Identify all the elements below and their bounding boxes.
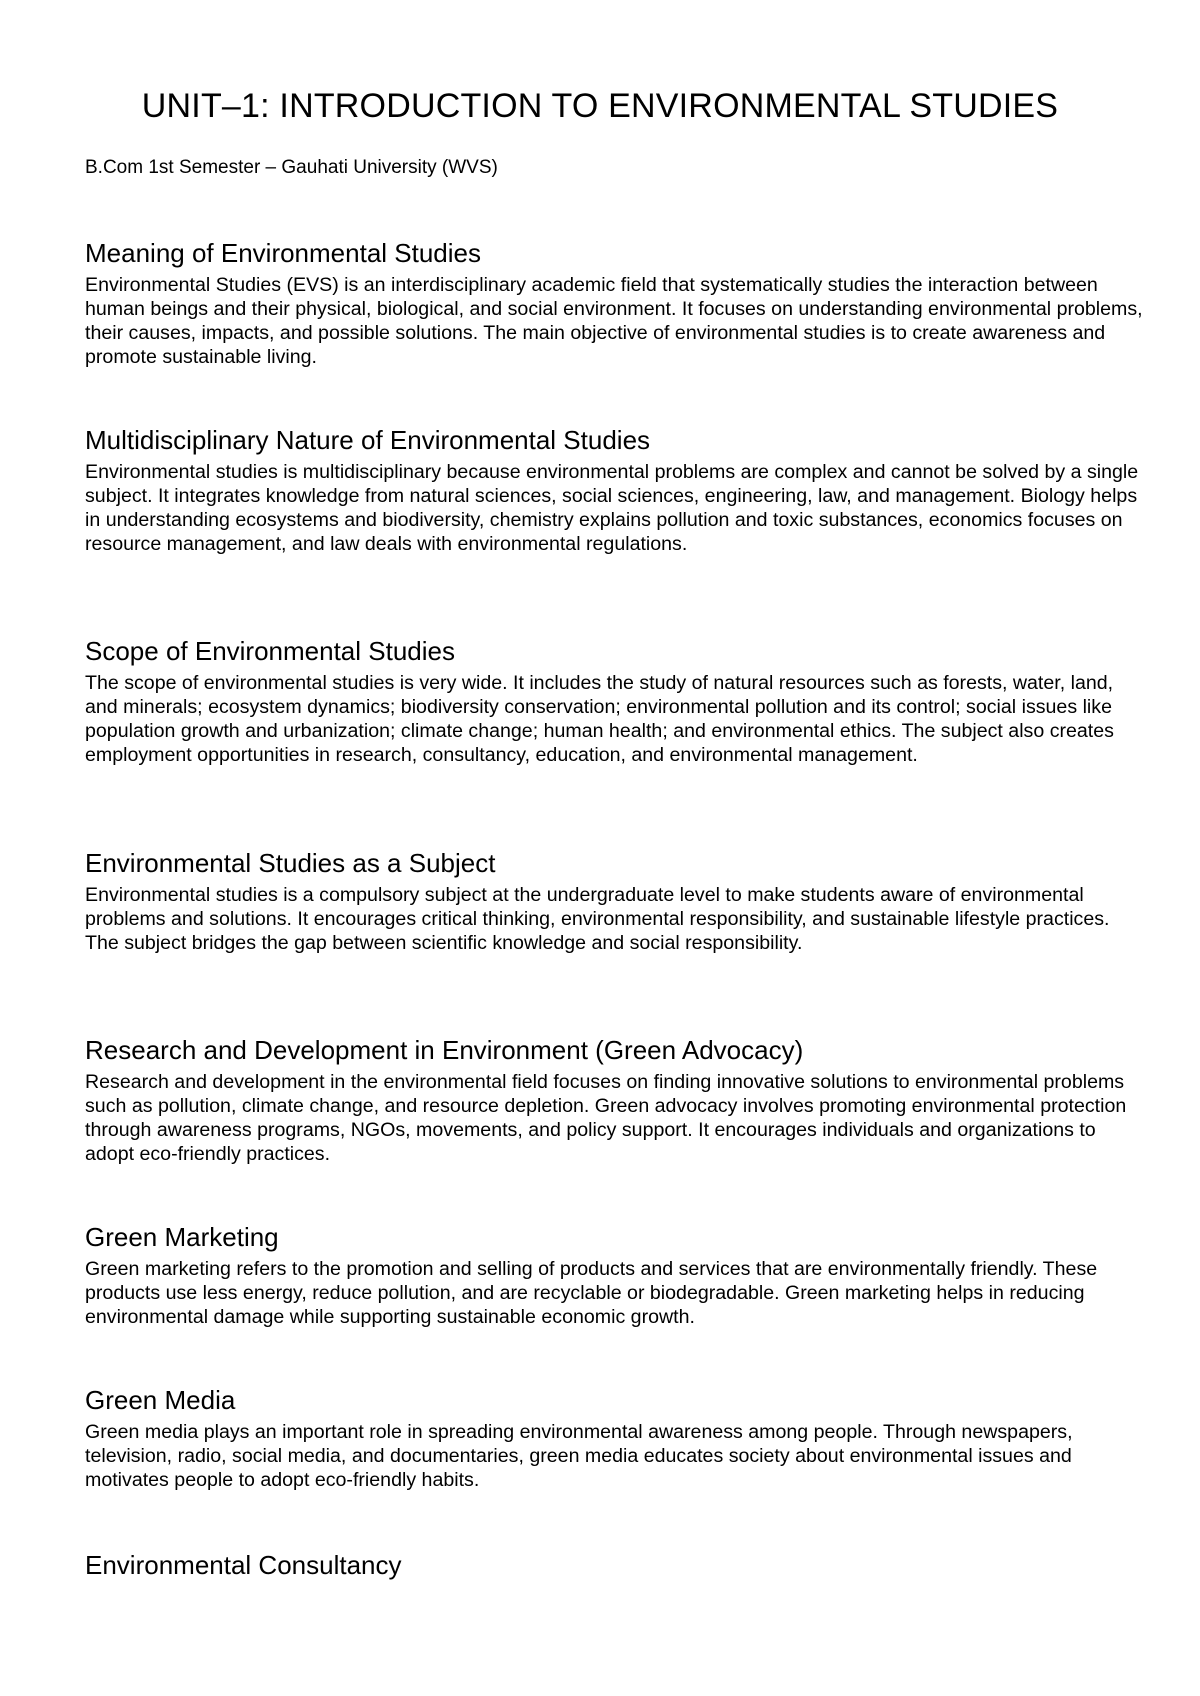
- section-research-development: [85, 1035, 1145, 1166]
- section-green-marketing: [85, 1222, 1145, 1329]
- section-body: Green marketing refers to the promotion and selling of products and services that are environmentally friendly. These products use less energy, reduce pollution, and are recyclable or biodegradable. Green marketing helps in reducing environmental damage while supporting sustainable economic growth.: [85, 1258, 1098, 1328]
- section-heading: Meaning of Environmental Studies: [85, 238, 482, 268]
- section-body: Research and development in the environmental field focuses on finding innovative solutions to environmental problems such as pollution, climate change, and resource depletion. Green advocacy involves promoting environmental protection through awareness programs, NGOs, movements, and policy support. It encourages individuals and organizations to adopt eco-friendly practices.: [85, 1071, 1127, 1165]
- section-multidisciplinary: [85, 425, 1145, 556]
- section-as-subject: [85, 848, 1145, 955]
- section-body: Green media plays an important role in spreading environmental awareness among people. Through newspapers, television, radio, social media, and documentaries, green media educates society about environmental issues and motivates people to adopt eco-friendly habits.: [85, 1421, 1073, 1491]
- section-heading: Environmental Studies as a Subject: [85, 848, 496, 878]
- section-environmental-consultancy: [85, 1550, 1145, 1580]
- section-body: The scope of environmental studies is very wide. It includes the study of natural resources such as forests, water, land, and minerals; ecosystem dynamics; biodiversity conservation; environmental pollution and its control; social issues like population growth and urbanization; climate change; human health; and environmental ethics. The subject also creates employment opportunities in research, consultancy, education, and environmental management.: [85, 672, 1114, 766]
- section-body: Environmental Studies (EVS) is an interdisciplinary academic field that systematically studies the interaction between human beings and their physical, biological, and social environment. It focuses on understanding environmental problems, their causes, impacts, and possible solutions. The main objective of environmental studies is to create awareness and promote sustainable living.: [85, 274, 1143, 368]
- document-title: UNIT–1: INTRODUCTION TO ENVIRONMENTAL STUDIES: [141, 87, 1059, 125]
- section-scope: [85, 636, 1145, 767]
- section-heading: Environmental Consultancy: [85, 1550, 402, 1580]
- section-body: Environmental studies is multidisciplinary because environmental problems are complex and cannot be solved by a single subject. It integrates knowledge from natural sciences, social sciences, engineering, law, and management. Biology helps in understanding ecosystems and biodiversity, chemistry explains pollution and toxic substances, economics focuses on resource management, and law deals with environmental regulations.: [85, 461, 1139, 555]
- section-body: Environmental studies is a compulsory subject at the undergraduate level to make students aware of environmental problems and solutions. It encourages critical thinking, environmental responsibility, and sustainable lifestyle practices. The subject bridges the gap between scientific knowledge and social responsibility.: [85, 884, 1110, 954]
- section-heading: Scope of Environmental Studies: [85, 636, 455, 666]
- section-heading: Green Media: [85, 1385, 236, 1415]
- section-meaning: [85, 238, 1145, 369]
- section-green-media: [85, 1385, 1145, 1492]
- section-heading: Research and Development in Environment (Green Advocacy): [85, 1035, 804, 1065]
- section-heading: Green Marketing: [85, 1222, 279, 1252]
- section-heading: Multidisciplinary Nature of Environmental Studies: [85, 425, 651, 455]
- document-subtitle: B.Com 1st Semester – Gauhati University (WVS): [85, 157, 498, 178]
